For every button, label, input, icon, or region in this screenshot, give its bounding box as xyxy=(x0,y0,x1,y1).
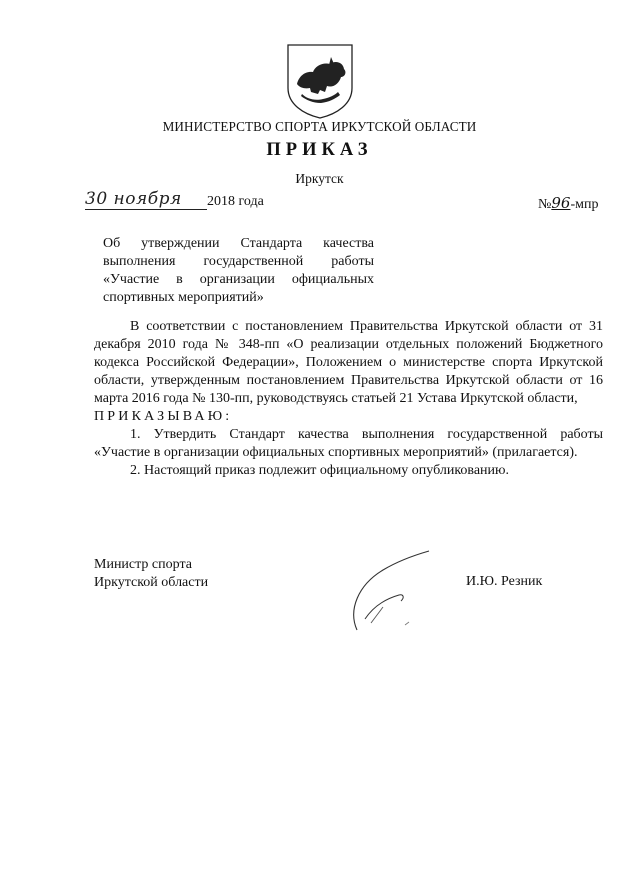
order-number xyxy=(538,194,598,213)
coat-of-arms-emblem xyxy=(285,42,355,120)
order-item: 2. Настоящий приказ подлежит официальному опубликованию. xyxy=(130,463,509,478)
signatory-position xyxy=(94,556,208,592)
signatory-position-line: Иркутской области xyxy=(94,575,209,590)
handwritten-order-number: 96 xyxy=(551,194,571,212)
preamble-paragraph: В соответствии с постановлением Правительства Иркутской области от 31 декабря 2010 года № 348-пп «О реализации отдельных положений Бюджетного кодекса Российской Федерации», Положением о министерстве спорта Иркутской области, утвержденным постановлением Правительства Иркутской области от 16 марта 2016 года № 130-пп, руководствуясь статьей 21 Устава Иркутской области, xyxy=(94,319,603,406)
signatory-name: И.Ю. Резник xyxy=(466,574,543,589)
order-item: 1. Утвердить Стандарт качества выполнения государственной работы «Участие в организации официальных спортивных мероприятий» (прилагается). xyxy=(94,427,603,460)
signatory-position-line: Министр спорта xyxy=(94,557,192,572)
order-body xyxy=(94,318,603,480)
ministry-name: МИНИСТЕРСТВО СПОРТА ИРКУТСКОЙ ОБЛАСТИ xyxy=(162,119,477,134)
order-number-prefix: № xyxy=(538,197,552,212)
order-number-suffix: -мпр xyxy=(570,197,599,212)
handwritten-date: 30 ноября xyxy=(85,189,182,209)
date-year: 2018 года xyxy=(207,194,264,209)
date-underline xyxy=(85,209,207,210)
order-subject: Об утверждении Стандарта качества выполнения государственной работы «Участие в организации официальных спортивных мероприятий» xyxy=(103,236,374,305)
document-title: ПРИКАЗ xyxy=(266,140,373,160)
order-word: ПРИКАЗЫВАЮ: xyxy=(94,409,233,424)
city-name: Иркутск xyxy=(295,171,344,186)
handwritten-signature xyxy=(343,545,453,635)
